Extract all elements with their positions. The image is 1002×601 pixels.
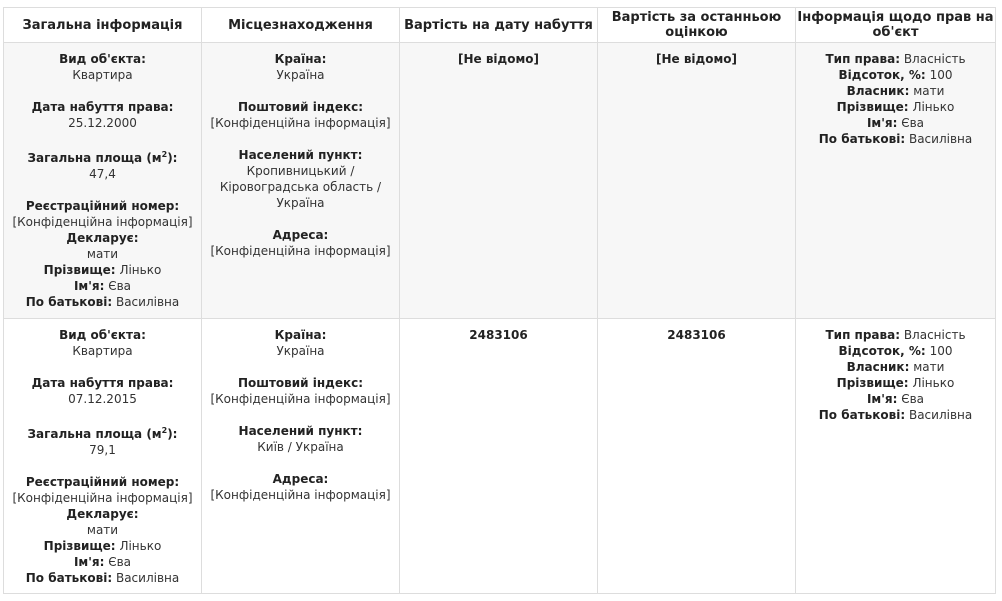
country-label: Країна: xyxy=(274,52,327,66)
registration-number-label: Реєстраційний номер: xyxy=(25,199,180,213)
settlement-value-line: Кіровоградська область / xyxy=(219,180,382,194)
total-area-value: 79,1 xyxy=(89,443,116,457)
country-value: Україна xyxy=(276,344,325,358)
acquisition-date-value: 07.12.2015 xyxy=(68,392,137,406)
settlement-value-line: Україна xyxy=(276,196,325,210)
declares-value: мати xyxy=(86,247,119,261)
total-area-label: Загальна площа $(м^2)$: xyxy=(27,150,178,165)
rights-cell xyxy=(796,43,996,319)
first-name-line: Ім'я: Єва xyxy=(73,555,132,569)
settlement-label: Населений пункт: xyxy=(238,424,363,438)
share-line: Відсоток, %: 100 xyxy=(838,344,953,358)
value-at-acquisition-cell xyxy=(400,43,598,319)
value-last-assessment: [Не відомо] xyxy=(655,52,738,66)
location-cell xyxy=(202,43,400,319)
settlement-value-line: Київ / Україна xyxy=(257,440,344,454)
address-value: [Конфіденційна інформація] xyxy=(210,488,391,502)
declaration-table xyxy=(3,7,996,594)
header-value-last-assessment: Вартість за останньою оцінкою xyxy=(598,8,796,43)
header-general-info: Загальна інформація xyxy=(4,8,202,43)
registration-number-label: Реєстраційний номер: xyxy=(25,475,180,489)
value-last-assessment-cell xyxy=(598,43,796,319)
total-area-value: 47,4 xyxy=(89,167,116,181)
object-type-label: Вид об'єкта: xyxy=(59,52,146,66)
settlement-label: Населений пункт: xyxy=(238,148,363,162)
rights-patronymic-line: По батькові: Василівна xyxy=(818,408,973,422)
rights-surname-line: Прізвище: Лінько xyxy=(836,100,955,114)
owner-line: Власник: мати xyxy=(846,84,945,98)
general-info-cell xyxy=(4,319,202,594)
share-line: Відсоток, %: 100 xyxy=(838,68,953,82)
general-info-cell xyxy=(4,43,202,319)
header-location: Місцезнаходження xyxy=(202,8,400,43)
declares-label: Декларує: xyxy=(66,507,139,521)
rights-patronymic-line: По батькові: Василівна xyxy=(818,132,973,146)
header-rights-info: Інформація щодо прав на об'єкт xyxy=(796,8,996,43)
postal-code-label: Поштовий індекс: xyxy=(237,376,364,390)
patronymic-line: По батькові: Василівна xyxy=(25,295,180,309)
table-row xyxy=(4,43,996,319)
owner-line: Власник: мати xyxy=(846,360,945,374)
location-cell xyxy=(202,319,400,594)
address-label: Адреса: xyxy=(272,472,329,486)
value-at-acquisition-cell xyxy=(400,319,598,594)
registration-number-value: [Конфіденційна інформація] xyxy=(12,215,193,229)
rights-surname-line: Прізвище: Лінько xyxy=(836,376,955,390)
declares-label: Декларує: xyxy=(66,231,139,245)
postal-code-label: Поштовий індекс: xyxy=(237,100,364,114)
object-type-value: Квартира xyxy=(72,68,133,82)
value-at-acquisition: 2483106 xyxy=(469,328,528,342)
settlement-value-line: Кропивницький / xyxy=(246,164,355,178)
country-label: Країна: xyxy=(274,328,327,342)
country-value: Україна xyxy=(276,68,325,82)
address-label: Адреса: xyxy=(272,228,329,242)
surname-line: Прізвище: Лінько xyxy=(43,263,162,277)
first-name-line: Ім'я: Єва xyxy=(73,279,132,293)
patronymic-line: По батькові: Василівна xyxy=(25,571,180,585)
postal-code-value: [Конфіденційна інформація] xyxy=(210,392,391,406)
postal-code-value: [Конфіденційна інформація] xyxy=(210,116,391,130)
rights-cell xyxy=(796,319,996,594)
acquisition-date-label: Дата набуття права: xyxy=(31,100,174,114)
declares-value: мати xyxy=(86,523,119,537)
total-area-label: Загальна площа $(м^2)$: xyxy=(27,426,178,441)
value-at-acquisition: [Не відомо] xyxy=(457,52,540,66)
right-type-line: Тип права: Власність xyxy=(825,328,966,342)
header-value-at-acquisition: Вартість на дату набуття xyxy=(400,8,598,43)
object-type-value: Квартира xyxy=(72,344,133,358)
table-header-row xyxy=(4,8,996,43)
surname-line: Прізвище: Лінько xyxy=(43,539,162,553)
object-type-label: Вид об'єкта: xyxy=(59,328,146,342)
rights-first-name-line: Ім'я: Єва xyxy=(866,116,925,130)
value-last-assessment: 2483106 xyxy=(667,328,726,342)
acquisition-date-label: Дата набуття права: xyxy=(31,376,174,390)
table-row xyxy=(4,319,996,594)
value-last-assessment-cell xyxy=(598,319,796,594)
address-value: [Конфіденційна інформація] xyxy=(210,244,391,258)
registration-number-value: [Конфіденційна інформація] xyxy=(12,491,193,505)
right-type-line: Тип права: Власність xyxy=(825,52,966,66)
rights-first-name-line: Ім'я: Єва xyxy=(866,392,925,406)
acquisition-date-value: 25.12.2000 xyxy=(68,116,137,130)
